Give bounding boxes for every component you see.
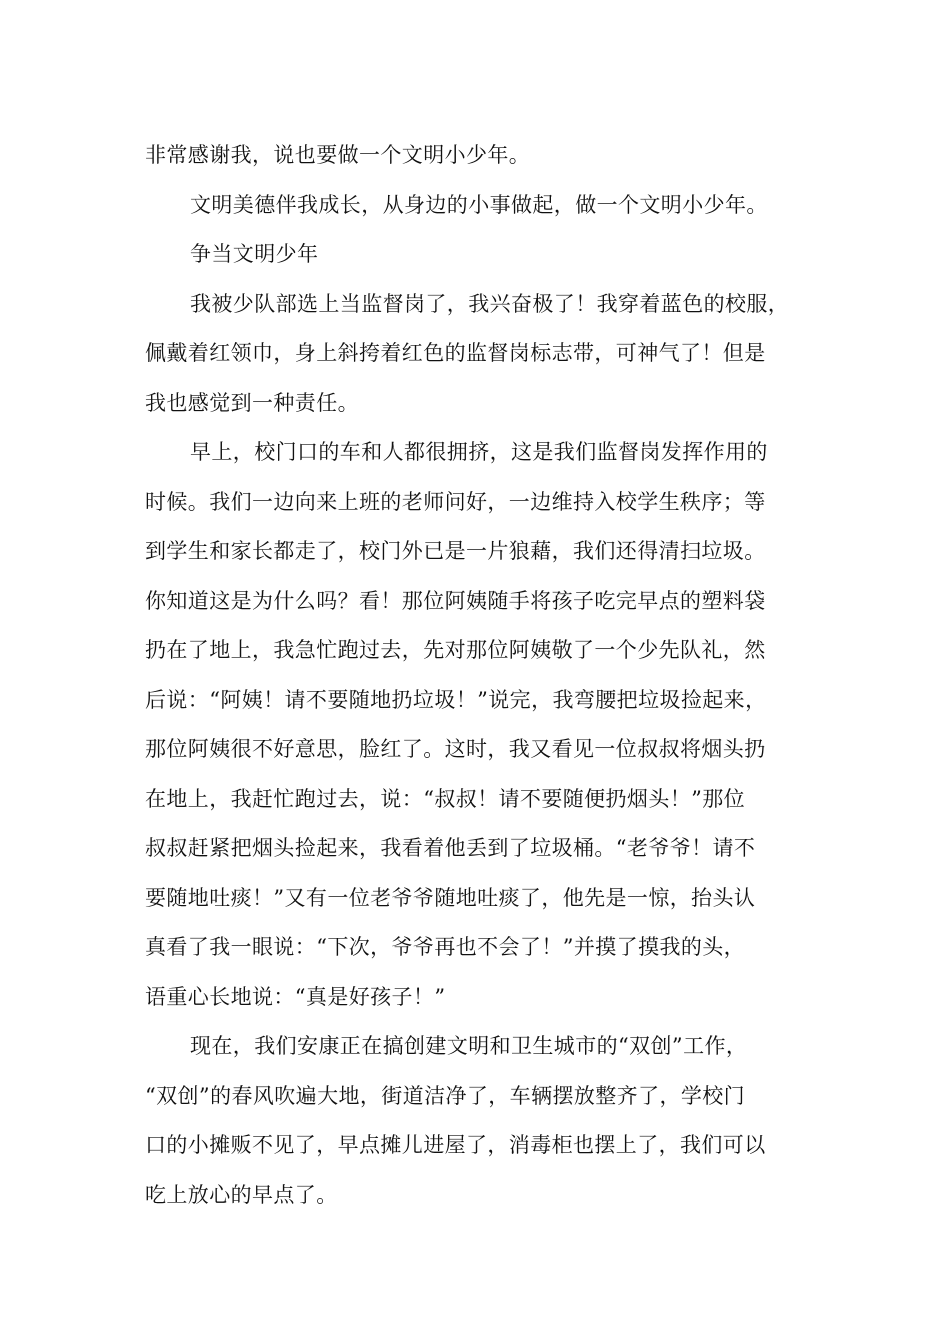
text-line: 真看了我一眼说：“下次，爷爷再也不会了！”并摸了摸我的头， xyxy=(145,935,746,959)
text-line: 语重心长地说：“真是好孩子！” xyxy=(145,984,446,1009)
text-line: 要随地吐痰！”又有一位老爷爷随地吐痰了，他先是一惊，抬头认 xyxy=(145,885,756,910)
text-line: 非常感谢我，说也要做一个文明小少年。 xyxy=(145,143,531,167)
paragraph-line: 文明美德伴我成长，从身边的小事做起，做一个文明小少年。 xyxy=(190,192,768,217)
text-line: 在地上，我赶忙跑过去，说：“叔叔！请不要随便扔烟头！”那位 xyxy=(145,786,746,811)
text-line: 佩戴着红领巾，身上斜挎着红色的监督岗标志带，可神气了！但是 xyxy=(145,341,766,365)
text-line: 口的小摊贩不见了，早点摊儿进屋了，消毒柜也摆上了，我们可以 xyxy=(145,1133,766,1157)
text-line: 那位阿姨很不好意思，脸红了。这时，我又看见一位叔叔将烟头扔 xyxy=(145,737,766,761)
text-line: 吃上放心的早点了。 xyxy=(145,1182,338,1207)
paragraph-line: 早上，校门口的车和人都很拥挤，这是我们监督岗发挥作用的 xyxy=(190,440,768,464)
text-line: 后说：“阿姨！请不要随地扔垃圾！”说完，我弯腰把垃圾捡起来， xyxy=(145,687,767,712)
text-line: 到学生和家长都走了，校门外已是一片狼藉，我们还得清扫垃圾。 xyxy=(145,539,766,563)
paragraph-line: 现在，我们安康正在搞创建文明和卫生城市的“双创”工作， xyxy=(190,1034,748,1058)
paragraph-line: 我被少队部选上当监督岗了，我兴奋极了！我穿着蓝色的校服， xyxy=(190,291,790,316)
text-line: 扔在了地上，我急忙跑过去，先对那位阿姨敬了一个少先队礼，然 xyxy=(145,638,766,662)
text-line: “双创”的春风吹遍大地，街道洁净了，车辆摆放整齐了，学校门 xyxy=(145,1083,746,1108)
document-body xyxy=(145,131,825,1220)
text-line: 我也感觉到一种责任。 xyxy=(145,390,359,415)
text-line: 叔叔赶紧把烟头捡起来，我看着他丢到了垃圾桶。“老爷爷！请不 xyxy=(145,836,756,860)
section-title: 争当文明少年 xyxy=(190,242,319,266)
text-line: 时候。我们一边向来上班的老师问好，一边维持入校学生秩序；等 xyxy=(145,489,766,514)
text-line: 你知道这是为什么吗？看！那位阿姨随手将孩子吃完早点的塑料袋 xyxy=(145,588,766,613)
